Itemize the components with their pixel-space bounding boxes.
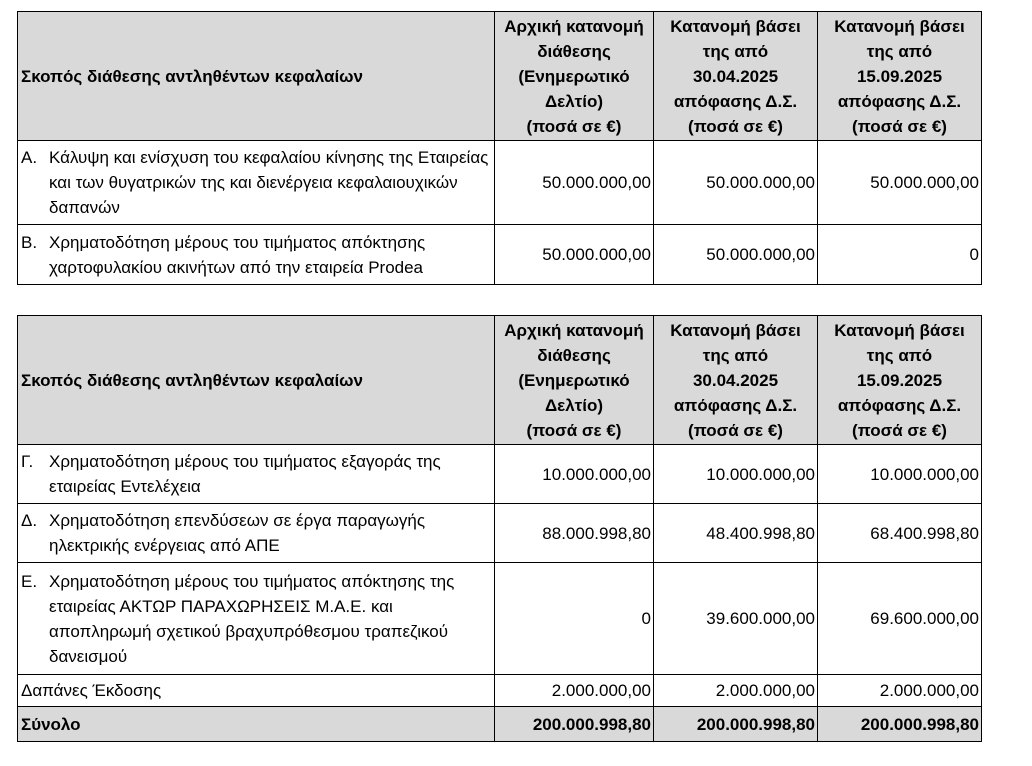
value-30042025: 50.000.000,00 bbox=[654, 225, 818, 285]
value-15092025: 50.000.000,00 bbox=[818, 141, 982, 225]
initial-value: 10.000.000,00 bbox=[495, 445, 654, 504]
row-letter: Δ. bbox=[21, 511, 38, 530]
row-text: Κάλυψη και ενίσχυση του κεφαλαίου κίνησης της Εταιρείας και των θυγατρικών της και διενέργεια κεφαλαιουχικών δαπανών bbox=[49, 148, 489, 217]
initial-value: 0 bbox=[495, 563, 654, 675]
value-30042025: 48.400.998,80 bbox=[654, 504, 818, 563]
value-15092025: 2.000.000,00 bbox=[818, 675, 982, 707]
purpose-header: Σκοπός διάθεσης αντληθέντων κεφαλαίων bbox=[18, 316, 495, 445]
initial-allocation-header: Αρχική κατανομή διάθεσης (Ενημερωτικό Δελτίο) (ποσά σε €) bbox=[495, 316, 654, 445]
allocation-15092025-header: Κατανομή βάσει της από 15.09.2025 απόφασης Δ.Σ. (ποσά σε €) bbox=[818, 12, 982, 141]
value-30042025: 10.000.000,00 bbox=[654, 445, 818, 504]
row-letter: Ε. bbox=[21, 571, 38, 591]
table-row bbox=[18, 225, 982, 285]
initial-total: 200.000.998,80 bbox=[495, 707, 654, 742]
value-15092025: 69.600.000,00 bbox=[818, 563, 982, 675]
allocation-table-2 bbox=[17, 315, 982, 742]
table-row bbox=[18, 141, 982, 225]
initial-value: 88.000.998,80 bbox=[495, 504, 654, 563]
initial-allocation-header: Αρχική κατανομή διάθεσης (Ενημερωτικό Δελτίο) (ποσά σε €) bbox=[495, 12, 654, 141]
expenses-label: Δαπάνες Έκδοσης bbox=[18, 675, 495, 707]
table-row bbox=[18, 445, 982, 504]
row-letter: Γ. bbox=[21, 452, 34, 471]
value-30042025: 2.000.000,00 bbox=[654, 675, 818, 707]
value-15092025: 68.400.998,80 bbox=[818, 504, 982, 563]
purpose-header: Σκοπός διάθεσης αντληθέντων κεφαλαίων bbox=[18, 12, 495, 141]
row-text: Χρηματοδότηση μέρους του τιμήματος απόκτησης χαρτοφυλακίου ακινήτων από την εταιρεία Prodea bbox=[49, 232, 426, 277]
total-30042025: 200.000.998,80 bbox=[654, 707, 818, 742]
allocation-30042025-header: Κατανομή βάσει της από 30.04.2025 απόφασης Δ.Σ. (ποσά σε €) bbox=[654, 316, 818, 445]
row-description bbox=[18, 225, 495, 285]
row-text: Χρηματοδότηση επενδύσεων σε έργα παραγωγής ηλεκτρικής ενέργειας από ΑΠΕ bbox=[49, 511, 426, 555]
initial-value: 50.000.000,00 bbox=[495, 225, 654, 285]
value-30042025: 50.000.000,00 bbox=[654, 141, 818, 225]
table-row bbox=[18, 563, 982, 675]
expenses-row bbox=[18, 675, 982, 707]
row-text: Χρηματοδότηση μέρους του τιμήματος απόκτησης της εταιρείας ΑΚΤΩΡ ΠΑΡΑΧΩΡΗΣΕΙΣ Μ.Α.Ε. και αποπληρωμή σχετικού βραχυπρόθεσμου τραπεζικού δανεισμού bbox=[49, 571, 455, 666]
row-letter: Β. bbox=[21, 232, 38, 252]
row-letter: Α. bbox=[21, 148, 38, 167]
total-row bbox=[18, 707, 982, 742]
total-label: Σύνολο bbox=[18, 707, 495, 742]
value-30042025: 39.600.000,00 bbox=[654, 563, 818, 675]
row-description bbox=[18, 563, 495, 675]
header-row bbox=[18, 12, 982, 141]
total-15092025: 200.000.998,80 bbox=[818, 707, 982, 742]
row-description bbox=[18, 445, 495, 504]
row-description bbox=[18, 504, 495, 563]
row-description bbox=[18, 141, 495, 225]
header-row bbox=[18, 316, 982, 445]
initial-value: 50.000.000,00 bbox=[495, 141, 654, 225]
allocation-15092025-header: Κατανομή βάσει της από 15.09.2025 απόφασης Δ.Σ. (ποσά σε €) bbox=[818, 316, 982, 445]
value-15092025: 10.000.000,00 bbox=[818, 445, 982, 504]
table-row bbox=[18, 504, 982, 563]
allocation-30042025-header: Κατανομή βάσει της από 30.04.2025 απόφασης Δ.Σ. (ποσά σε €) bbox=[654, 12, 818, 141]
initial-value: 2.000.000,00 bbox=[495, 675, 654, 707]
allocation-table-1 bbox=[17, 11, 982, 285]
row-text: Χρηματοδότηση μέρους του τιμήματος εξαγοράς της εταιρείας Εντελέχεια bbox=[49, 452, 441, 496]
value-15092025: 0 bbox=[818, 225, 982, 285]
